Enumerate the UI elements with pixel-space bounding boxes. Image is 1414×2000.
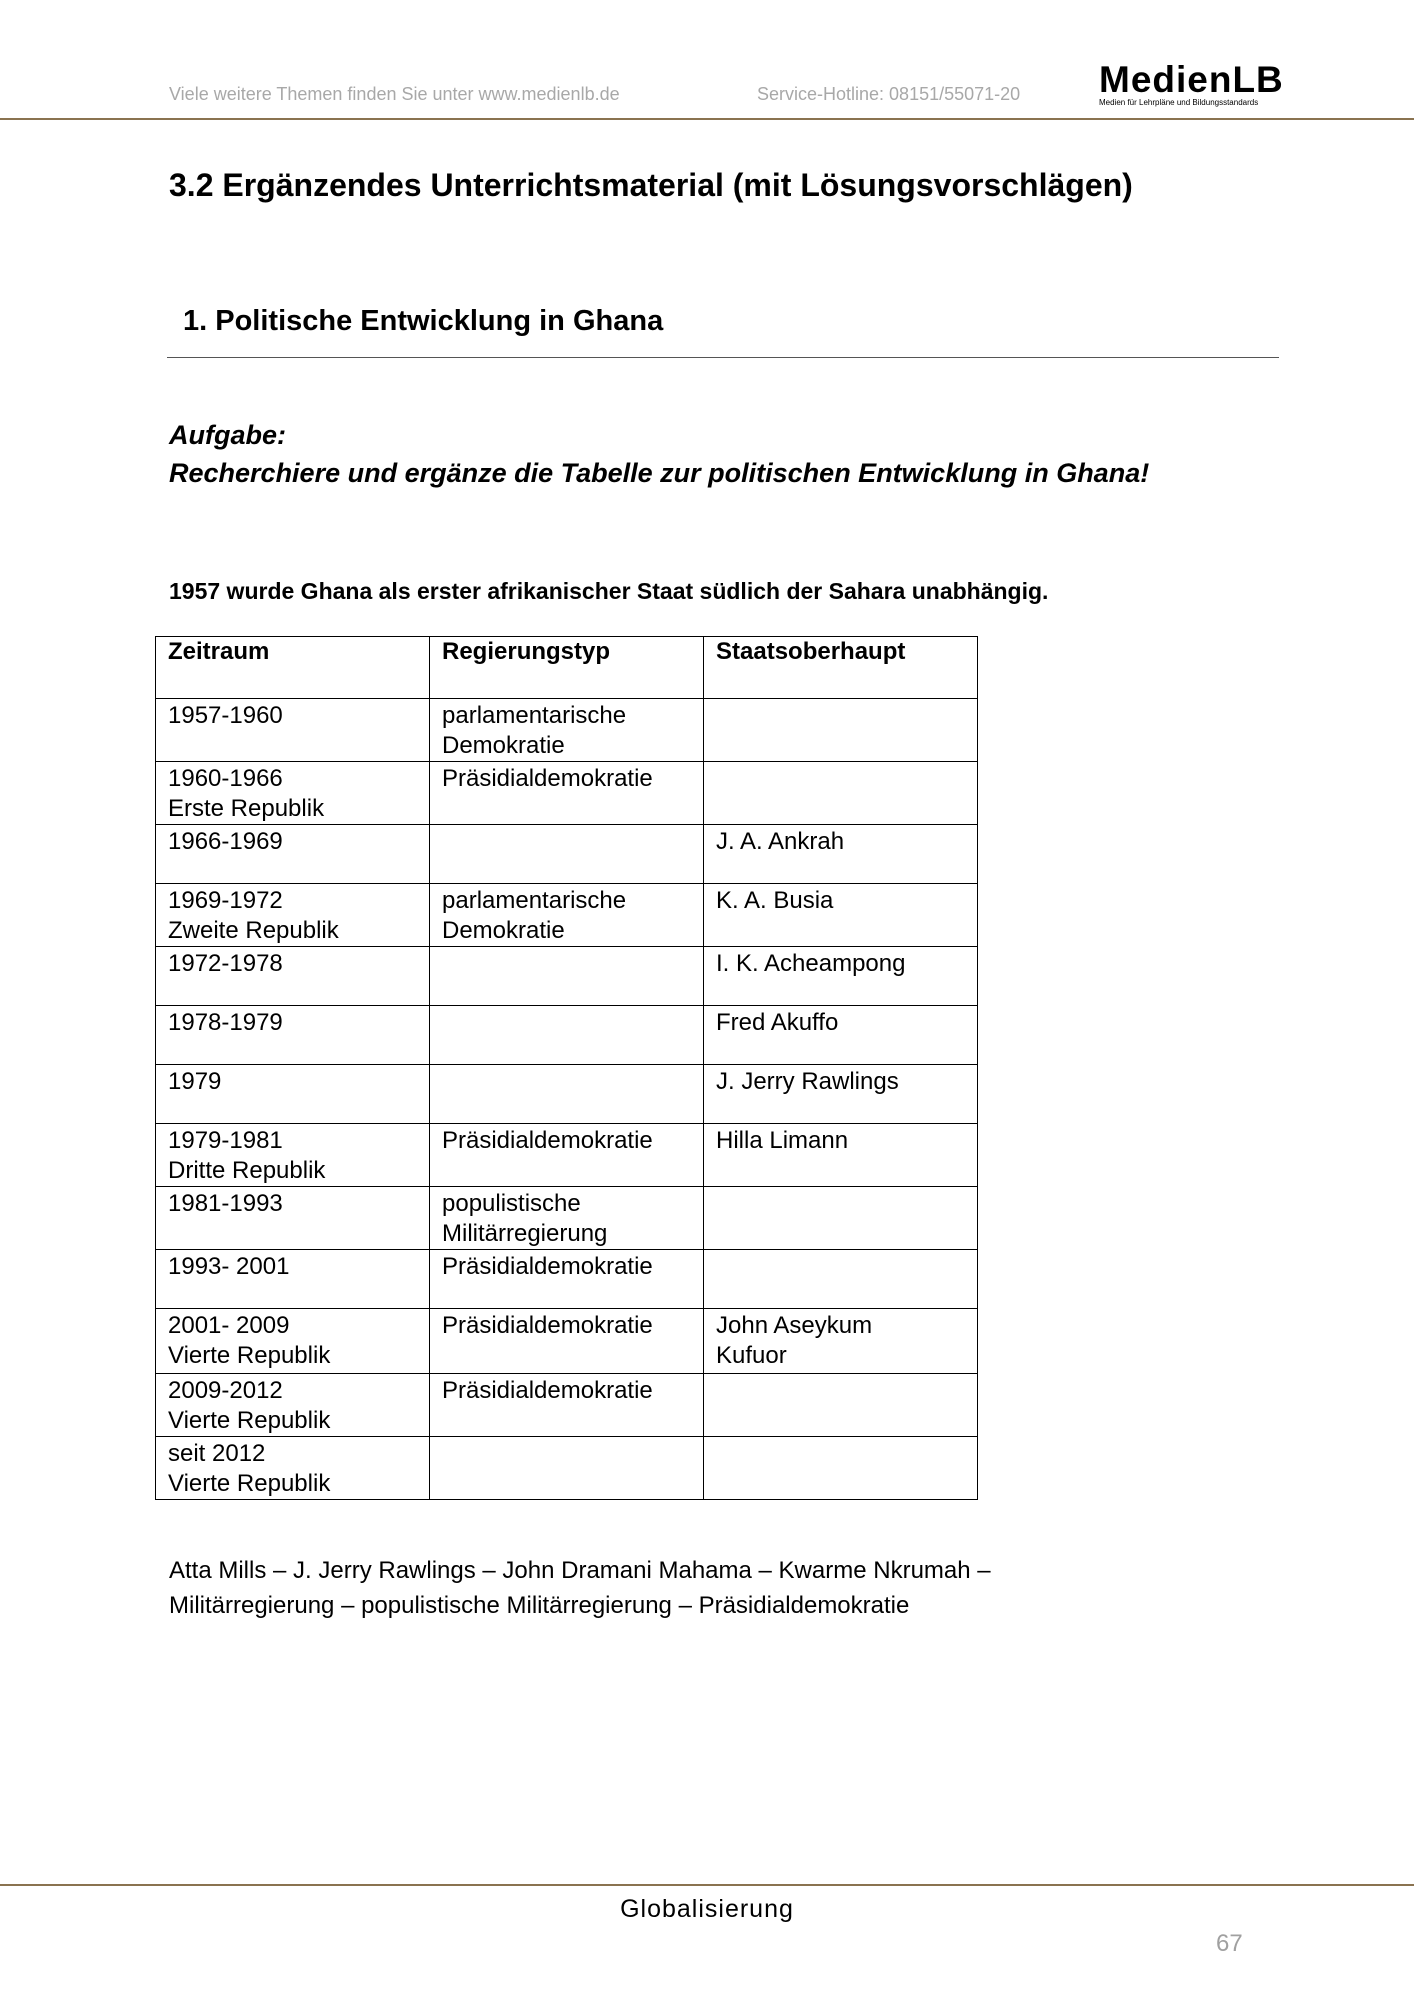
table-cell: Präsidialdemokratie <box>430 762 704 825</box>
table-cell: 2001- 2009 Vierte Republik <box>156 1309 430 1374</box>
task-text: Recherchiere und ergänze die Tabelle zur politischen Entwicklung in Ghana! <box>169 458 1150 488</box>
table-cell <box>430 825 704 884</box>
table-cell: 1966-1969 <box>156 825 430 884</box>
footer-divider <box>0 1884 1414 1886</box>
table-cell: Präsidialdemokratie <box>430 1250 704 1309</box>
header-website-text: Viele weitere Themen finden Sie unter www.medienlb.de <box>169 84 620 104</box>
table-cell: J. Jerry Rawlings <box>704 1065 978 1124</box>
table-cell: 1978-1979 <box>156 1006 430 1065</box>
table-cell: 1979-1981 Dritte Republik <box>156 1124 430 1187</box>
table-cell: 2009-2012 Vierte Republik <box>156 1374 430 1437</box>
table-row <box>156 699 978 762</box>
table-cell: Fred Akuffo <box>704 1006 978 1065</box>
table-cell <box>430 1065 704 1124</box>
footer-title: Globalisierung <box>620 1895 794 1923</box>
table-cell: parlamentarische Demokratie <box>430 699 704 762</box>
table-row <box>156 884 978 947</box>
table-cell: J. A. Ankrah <box>704 825 978 884</box>
table-cell: 1957-1960 <box>156 699 430 762</box>
word-bank-line: Militärregierung – populistische Militärregierung – Präsidialdemokratie <box>169 1592 910 1619</box>
table-cell: Hilla Limann <box>704 1124 978 1187</box>
ghana-politics-table <box>155 636 978 1500</box>
table-row <box>156 947 978 1006</box>
subsection-title: 1. Politische Entwicklung in Ghana <box>183 305 664 337</box>
table-row <box>156 825 978 884</box>
table-cell: 1979 <box>156 1065 430 1124</box>
page-number: 67 <box>1216 1930 1243 1957</box>
intro-sentence: 1957 wurde Ghana als erster afrikanischer Staat südlich der Sahara unabhängig. <box>169 578 1049 604</box>
section-title: 3.2 Ergänzendes Unterrichtsmaterial (mit Lösungsvorschlägen) <box>169 167 1133 203</box>
table-cell: I. K. Acheampong <box>704 947 978 1006</box>
table-cell <box>704 1374 978 1437</box>
table-header-cell: Regierungstyp <box>430 637 704 699</box>
table-row <box>156 1437 978 1500</box>
table-row <box>156 762 978 825</box>
table-row <box>156 1309 978 1374</box>
logo-tagline: Medien für Lehrpläne und Bildungsstandards <box>1099 98 1259 107</box>
table-row <box>156 1124 978 1187</box>
table-row <box>156 1187 978 1250</box>
table-row <box>156 1065 978 1124</box>
table-cell: populistische Militärregierung <box>430 1187 704 1250</box>
table-cell <box>704 1437 978 1500</box>
table-cell <box>704 1187 978 1250</box>
table-cell: seit 2012 Vierte Republik <box>156 1437 430 1500</box>
table-cell <box>704 1250 978 1309</box>
table-header-row <box>156 637 978 699</box>
table-row <box>156 1374 978 1437</box>
header-hotline-text: Service-Hotline: 08151/55071-20 <box>757 84 1021 104</box>
table-cell: 1960-1966 Erste Republik <box>156 762 430 825</box>
table-cell <box>430 1437 704 1500</box>
logo-name: MedienLB <box>1099 59 1284 100</box>
header-divider <box>0 118 1414 120</box>
table-cell <box>430 947 704 1006</box>
subsection-divider <box>167 357 1279 358</box>
table-cell: 1969-1972 Zweite Republik <box>156 884 430 947</box>
table-cell: 1993- 2001 <box>156 1250 430 1309</box>
publisher-logo <box>1099 59 1291 107</box>
table-cell: Präsidialdemokratie <box>430 1374 704 1437</box>
table-cell: parlamentarische Demokratie <box>430 884 704 947</box>
table-cell: Präsidialdemokratie <box>430 1309 704 1374</box>
table-header-cell: Staatsoberhaupt <box>704 637 978 699</box>
table-cell: 1972-1978 <box>156 947 430 1006</box>
word-bank <box>169 1553 1169 1623</box>
table-cell: Präsidialdemokratie <box>430 1124 704 1187</box>
table-cell: John Aseykum Kufuor <box>704 1309 978 1374</box>
table-cell: 1981-1993 <box>156 1187 430 1250</box>
table-row <box>156 1250 978 1309</box>
table-cell <box>704 762 978 825</box>
table-cell <box>430 1006 704 1065</box>
table-cell: K. A. Busia <box>704 884 978 947</box>
task-label: Aufgabe: <box>169 420 286 450</box>
task-block <box>169 416 1149 492</box>
table-row <box>156 1006 978 1065</box>
table-header-cell: Zeitraum <box>156 637 430 699</box>
word-bank-line: Atta Mills – J. Jerry Rawlings – John Dramani Mahama – Kwarme Nkrumah – <box>169 1557 991 1584</box>
table-cell <box>704 699 978 762</box>
